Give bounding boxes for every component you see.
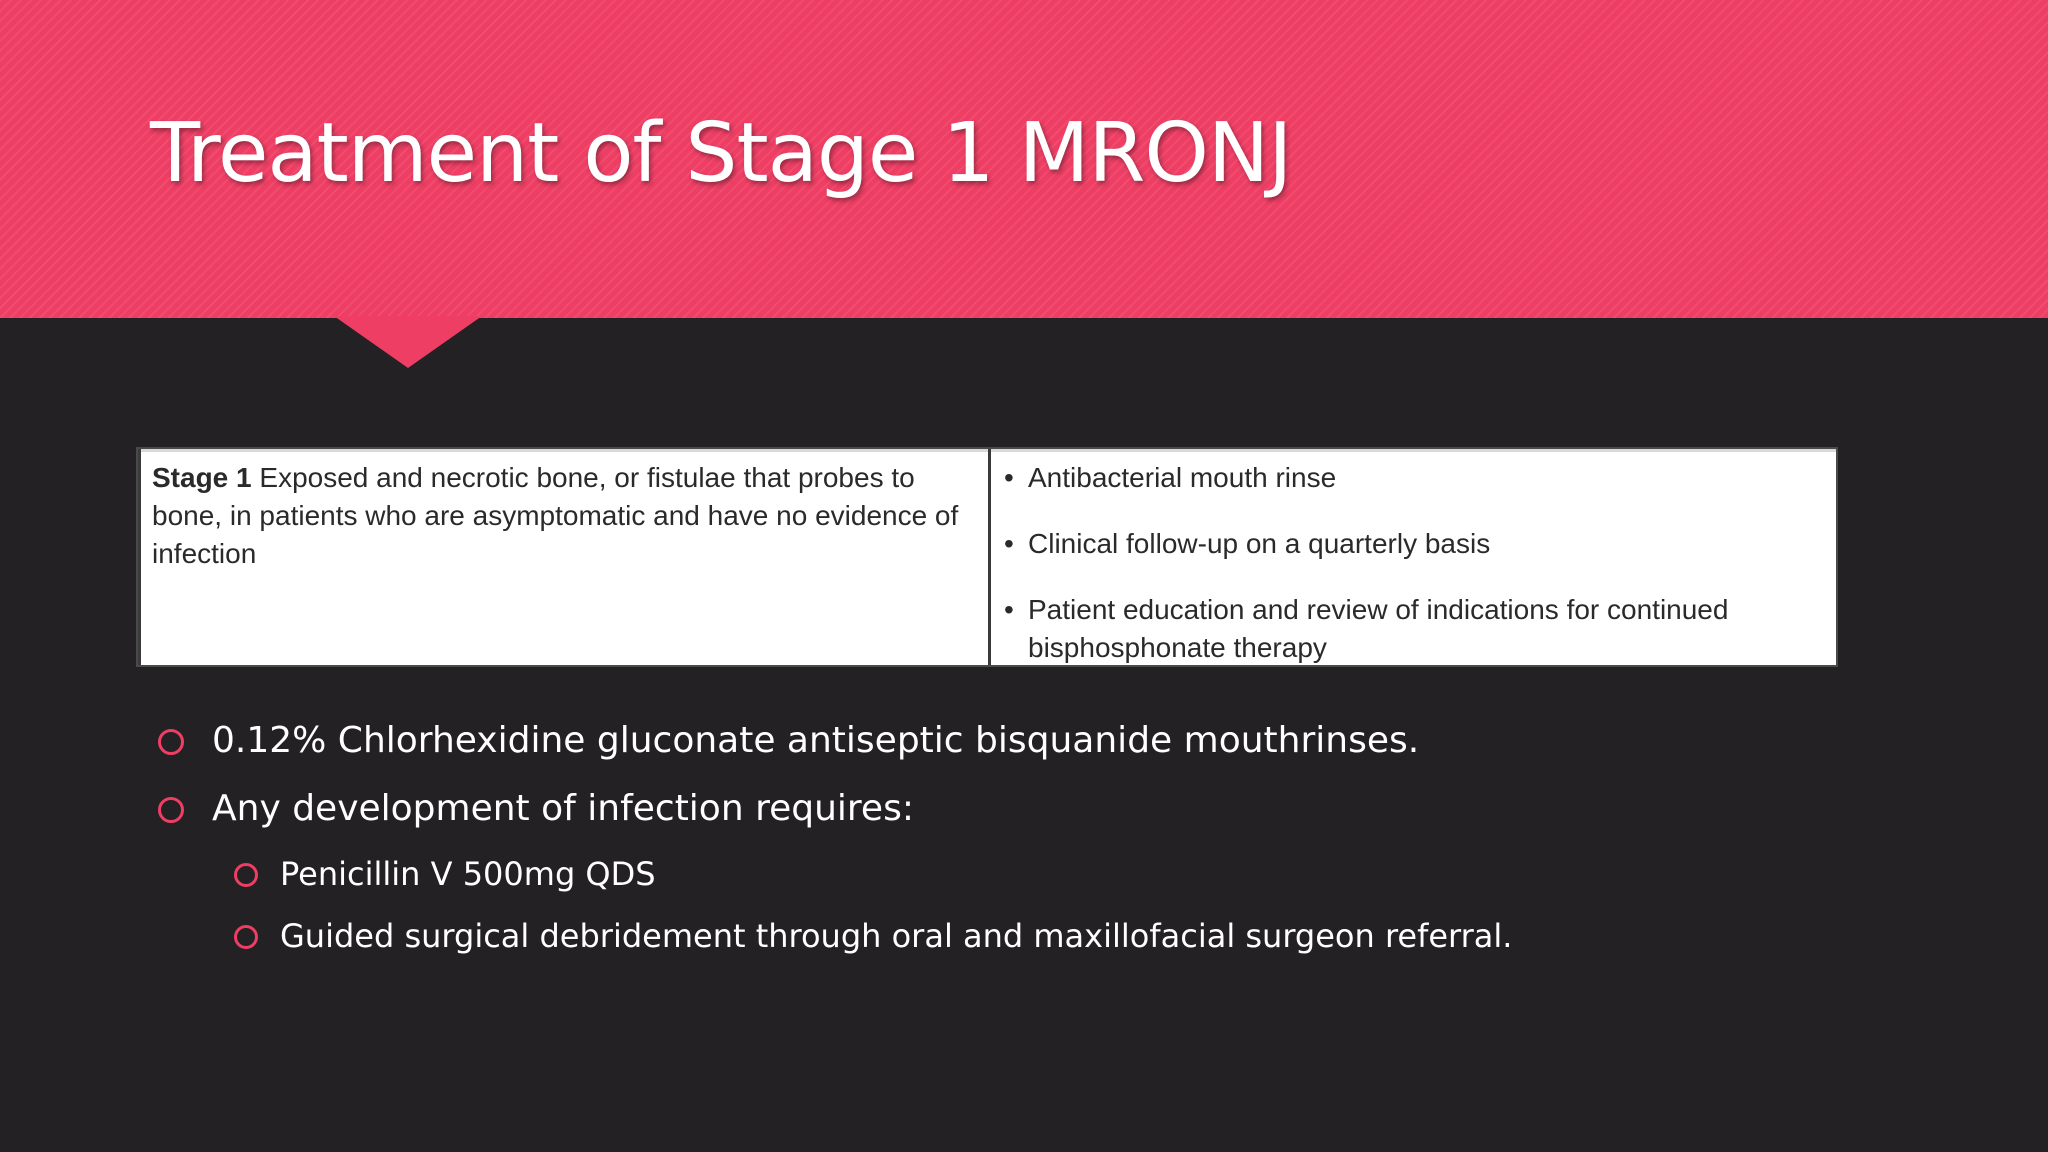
table-column-divider bbox=[988, 449, 991, 665]
bullet-text: 0.12% Chlorhexidine gluconate antiseptic bisquanide mouthrinses. bbox=[212, 720, 1420, 761]
ring-bullet-icon bbox=[158, 797, 184, 823]
treatment-item bbox=[1004, 591, 1824, 667]
sub-bullet-item bbox=[280, 916, 1512, 956]
stage-label: Stage 1 bbox=[152, 462, 252, 493]
treatment-item bbox=[1004, 525, 1824, 563]
bullet-dot-icon: • bbox=[1004, 462, 1014, 493]
slide-title: Treatment of Stage 1 MRONJ bbox=[150, 106, 1292, 201]
bullet-dot-icon: • bbox=[1004, 594, 1014, 625]
treatment-text: Patient education and review of indications for continued bisphosphonate therapy bbox=[1028, 594, 1729, 663]
treatment-item bbox=[1004, 459, 1824, 497]
sub-bullet-text: Guided surgical debridement through oral and maxillofacial surgeon referral. bbox=[280, 917, 1513, 955]
ring-bullet-icon bbox=[234, 925, 258, 949]
treatment-cell bbox=[1004, 459, 1824, 667]
stage-description-cell bbox=[152, 459, 978, 573]
table-left-rule bbox=[138, 449, 141, 665]
treatment-text: Clinical follow-up on a quarterly basis bbox=[1028, 528, 1491, 559]
sub-bullet-text: Penicillin V 500mg QDS bbox=[280, 855, 656, 893]
bullet-dot-icon: • bbox=[1004, 528, 1014, 559]
stage-table bbox=[136, 447, 1838, 667]
ring-bullet-icon bbox=[234, 863, 258, 887]
bullet-text: Any development of infection requires: bbox=[212, 788, 914, 829]
banner-pointer bbox=[334, 316, 482, 368]
bullet-item bbox=[212, 787, 914, 831]
stage-description: Exposed and necrotic bone, or fistulae that probes to bone, in patients who are asymptomatic and have no evidence of infection bbox=[152, 462, 959, 569]
sub-bullet-item bbox=[280, 854, 656, 894]
table-top-rule bbox=[138, 449, 1836, 452]
treatment-text: Antibacterial mouth rinse bbox=[1028, 462, 1337, 493]
ring-bullet-icon bbox=[158, 729, 184, 755]
bullet-item bbox=[212, 719, 1419, 763]
